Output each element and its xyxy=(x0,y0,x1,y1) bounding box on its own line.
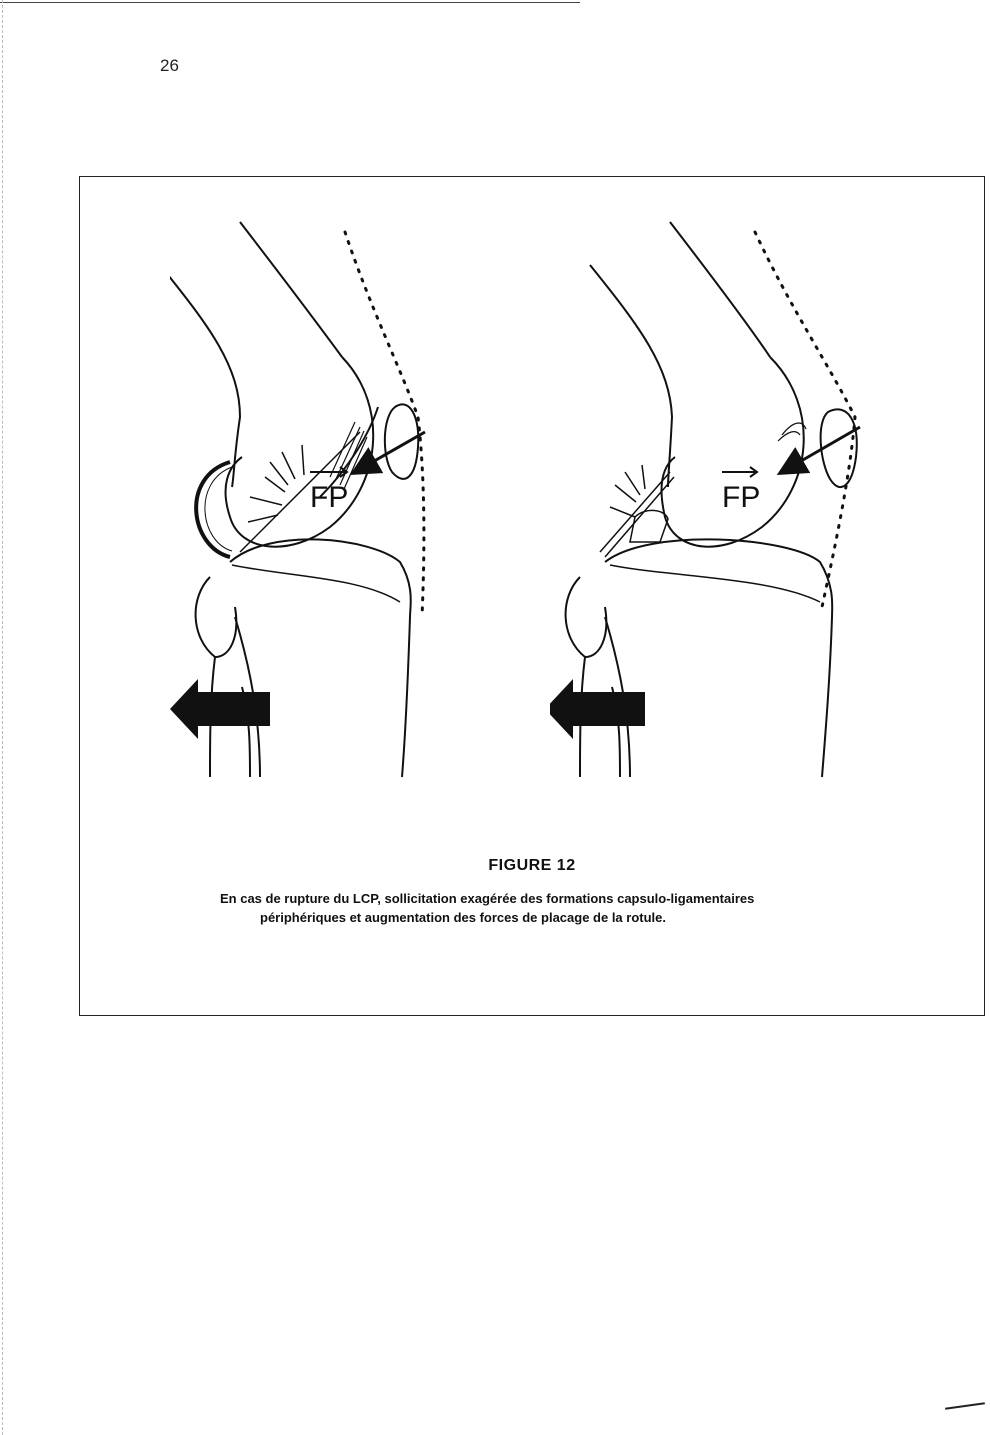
scan-corner-mark xyxy=(945,1402,985,1410)
femoral-condyle xyxy=(662,357,804,547)
skin-contour-dotted xyxy=(755,232,855,607)
tibial-displacement-arrow xyxy=(550,679,645,739)
fibula-head xyxy=(196,577,237,657)
tibial-displacement-arrow xyxy=(170,679,270,739)
ligament-stump xyxy=(630,510,668,542)
knee-illustration-lcp-rupture xyxy=(550,217,870,797)
knee-illustration-intact xyxy=(170,217,470,797)
caption-line-2: périphériques et augmentation des forces de placage de la rotule. xyxy=(260,910,666,925)
femur-shaft xyxy=(170,265,240,487)
scan-edge-top xyxy=(0,2,580,3)
force-label-left: FP xyxy=(310,481,349,514)
femoral-condyle xyxy=(226,357,374,547)
femur-shaft xyxy=(590,265,672,487)
force-label-right: FP xyxy=(722,481,761,514)
figure-caption xyxy=(220,889,820,927)
fibula-head xyxy=(566,577,607,657)
femur-shaft-front xyxy=(240,222,342,357)
page-number: 26 xyxy=(160,56,179,75)
femur-shaft-front xyxy=(670,222,770,357)
patella xyxy=(385,404,418,478)
caption-line-1: En cas de rupture du LCP, sollicitation exagérée des formations capsulo-ligamentaires xyxy=(220,891,755,906)
figure-frame xyxy=(79,176,985,1016)
figure-title: FIGURE 12 xyxy=(488,857,576,874)
scan-edge-left xyxy=(2,0,3,1435)
meniscus xyxy=(196,462,230,557)
skin-contour-dotted xyxy=(345,232,424,617)
